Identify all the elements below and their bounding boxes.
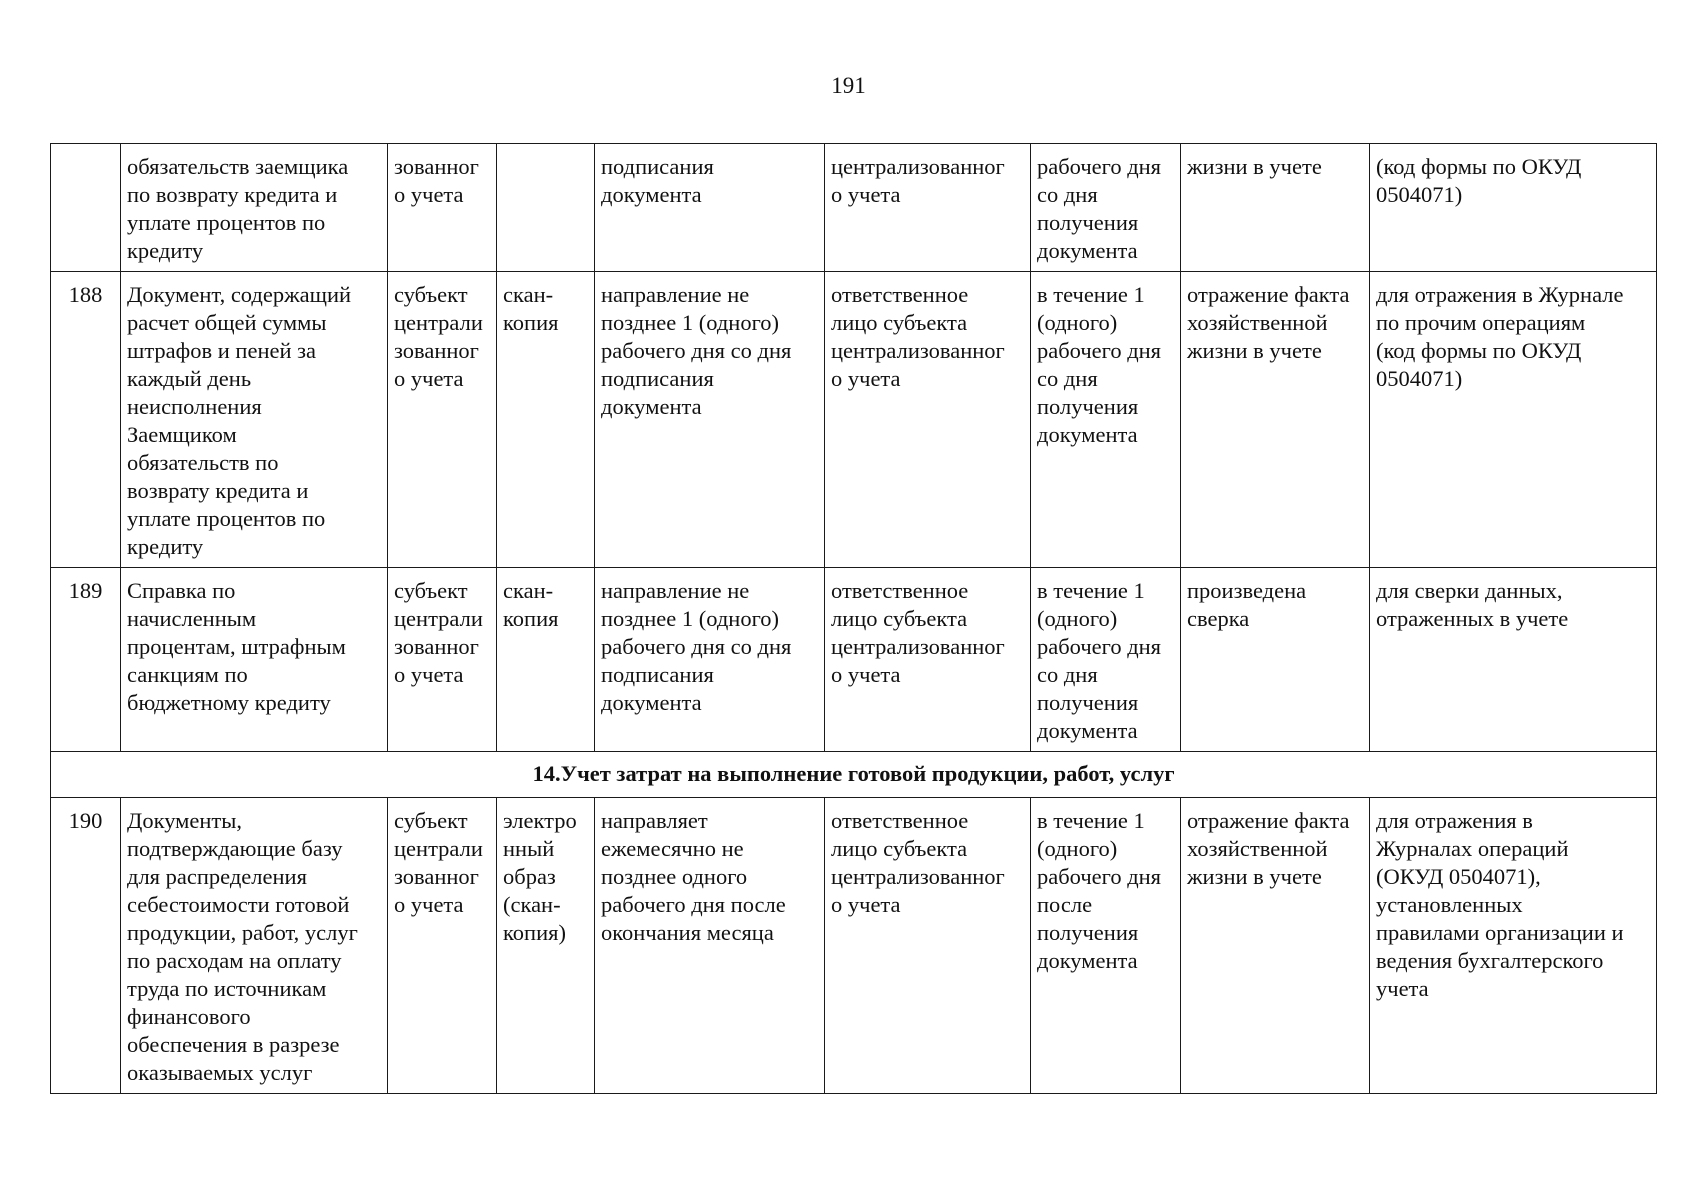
cell-text-line: электро [503,808,577,833]
cell-text-line: финансового [127,1004,251,1029]
cell-text-line: в течение 1 [1037,578,1145,603]
cell-text-line: себестоимости готовой [127,892,350,917]
cell-text-line: рабочего дня после [601,892,786,917]
cell-text-line: зованног [394,634,479,659]
cell-text-line: централизованног [831,338,1005,363]
cell-deadline [595,272,825,568]
cell-text-line: о учета [394,892,464,917]
cell-text-line: о учета [394,182,464,207]
cell-text-line: жизни в учете [1187,338,1322,363]
cell-text-line: подписания [601,366,714,391]
cell-text-line: централизованног [831,634,1005,659]
cell-text-line: направляет [601,808,708,833]
cell-text-line: ответственное [831,282,969,307]
cell-text-line: (код формы по ОКУД [1376,338,1582,363]
cell-format [497,798,595,1094]
cell-text-line: получения [1037,210,1139,235]
cell-text-line: образ [503,864,556,889]
cell-text-line: документа [601,182,702,207]
cell-text-line: рабочего дня [1037,634,1162,659]
cell-text-line: копия [503,310,559,335]
cell-text-line: субъект [394,578,468,603]
cell-text-line: хозяйственной [1187,836,1328,861]
cell-text-line: (одного) [1037,836,1118,861]
cell-text-line: о учета [394,366,464,391]
cell-text-line: для отражения в Журнале [1376,282,1624,307]
cell-recipient [825,272,1031,568]
cell-text-line: жизни в учете [1187,154,1322,179]
cell-who [388,798,497,1094]
cell-document [121,272,388,568]
cell-purpose [1370,798,1657,1094]
cell-text-line: централи [394,606,483,631]
cell-text-line: позднее 1 (одного) [601,310,779,335]
cell-text-line: по возврату кредита и [127,182,338,207]
cell-recipient [825,144,1031,272]
cell-text-line: отраженных в учете [1376,606,1569,631]
cell-text-line: жизни в учете [1187,864,1322,889]
cell-text-line: процентам, штрафным [127,634,346,659]
cell-text-line: ведения бухгалтерского [1376,948,1604,973]
cell-purpose [1370,144,1657,272]
cell-document [121,568,388,752]
cell-text-line: (одного) [1037,310,1118,335]
cell-text-line: кредиту [127,534,204,559]
cell-text-line: в течение 1 [1037,808,1145,833]
cell-text-line: отражение факта [1187,808,1350,833]
cell-text-line: произведена [1187,578,1307,603]
cell-text-line: Документ, содержащий [127,282,352,307]
cell-text-line: лицо субъекта [831,836,968,861]
cell-text-line: о учета [831,366,901,391]
cell-text-line: ответственное [831,808,969,833]
cell-text-line: уплате процентов по [127,210,326,235]
cell-text-line: скан- [503,282,554,307]
cell-text-line: нный [503,836,555,861]
cell-text-line: о учета [831,662,901,687]
cell-text-line: лицо субъекта [831,606,968,631]
cell-text-line: Справка по [127,578,236,603]
cell-deadline [595,568,825,752]
cell-text-line: отражение факта [1187,282,1350,307]
cell-text-line: 0504071) [1376,366,1463,391]
cell-result [1181,798,1370,1094]
cell-text-line: о учета [394,662,464,687]
cell-text-line: лицо субъекта [831,310,968,335]
cell-text-line: обязательств заемщика [127,154,349,179]
cell-processing [1031,272,1181,568]
cell-text-line: получения [1037,920,1139,945]
cell-text-line: документа [1037,948,1138,973]
cell-result [1181,144,1370,272]
cell-format [497,272,595,568]
cell-deadline [595,144,825,272]
cell-processing [1031,144,1181,272]
cell-who [388,272,497,568]
cell-document [121,798,388,1094]
cell-num: 190 [51,798,121,1094]
cell-text-line: штрафов и пеней за [127,338,317,363]
cell-text-line: бюджетному кредиту [127,690,331,715]
cell-text-line: со дня [1037,182,1098,207]
cell-text-line: рабочего дня [1037,864,1162,889]
cell-text-line: Журналах операций [1376,836,1569,861]
cell-text-line: рабочего дня со дня [601,634,792,659]
cell-result [1181,272,1370,568]
cell-text-line: со дня [1037,662,1098,687]
cell-text-line: о учета [831,892,901,917]
cell-text-line: 0504071) [1376,182,1463,207]
cell-text-line: Заемщиком [127,422,237,447]
cell-text-line: субъект [394,808,468,833]
cell-result [1181,568,1370,752]
cell-who [388,568,497,752]
cell-format [497,144,595,272]
cell-text-line: расчет общей суммы [127,310,327,335]
cell-num [51,144,121,272]
cell-text-line: зованног [394,338,479,363]
cell-text-line: подтверждающие базу [127,836,343,861]
cell-num: 188 [51,272,121,568]
cell-text-line: документа [601,394,702,419]
cell-text-line: документа [1037,238,1138,263]
cell-text-line: со дня [1037,366,1098,391]
cell-document [121,144,388,272]
cell-text-line: копия) [503,920,566,945]
cell-text-line: о учета [831,182,901,207]
cell-text-line: санкциям по [127,662,248,687]
cell-text-line: (скан- [503,892,561,917]
cell-text-line: по прочим операциям [1376,310,1586,335]
cell-text-line: неисполнения [127,394,262,419]
cell-text-line: централизованног [831,154,1005,179]
cell-text-line: (одного) [1037,606,1118,631]
cell-text-line: рабочего дня [1037,154,1162,179]
cell-text-line: установленных [1376,892,1523,917]
table-row [51,272,1657,568]
table-row [51,568,1657,752]
cell-text-line: для отражения в [1376,808,1533,833]
cell-processing [1031,798,1181,1094]
cell-text-line: учета [1376,976,1429,1001]
table-body [51,144,1657,1094]
cell-text-line: сверка [1187,606,1250,631]
cell-text-line: позднее 1 (одного) [601,606,779,631]
cell-text-line: получения [1037,394,1139,419]
cell-text-line: продукции, работ, услуг [127,920,358,945]
cell-text-line: рабочего дня со дня [601,338,792,363]
cell-text-line: субъект [394,282,468,307]
cell-text-line: обязательств по [127,450,279,475]
cell-text-line: уплате процентов по [127,506,326,531]
cell-processing [1031,568,1181,752]
cell-text-line: ответственное [831,578,969,603]
cell-text-line: окончания месяца [601,920,774,945]
cell-text-line: труда по источникам [127,976,327,1001]
cell-text-line: централизованног [831,864,1005,889]
cell-text-line: правилами организации и [1376,920,1624,945]
cell-text-line: скан- [503,578,554,603]
cell-text-line: зованног [394,154,479,179]
cell-text-line: после [1037,892,1093,917]
cell-text-line: подписания [601,662,714,687]
cell-text-line: оказываемых услуг [127,1060,313,1085]
cell-recipient [825,798,1031,1094]
cell-text-line: направление не [601,282,750,307]
table-row-continuation [51,144,1657,272]
cell-text-line: обеспечения в разрезе [127,1032,340,1057]
cell-who [388,144,497,272]
cell-text-line: рабочего дня [1037,338,1162,363]
table-row [51,798,1657,1094]
section-heading-row [51,752,1657,798]
cell-text-line: по расходам на оплату [127,948,342,973]
document-table [50,143,1657,1094]
cell-purpose [1370,272,1657,568]
cell-text-line: в течение 1 [1037,282,1145,307]
cell-text-line: централи [394,310,483,335]
cell-text-line: начисленным [127,606,257,631]
cell-text-line: каждый день [127,366,252,391]
cell-text-line: документа [601,690,702,715]
cell-text-line: зованног [394,864,479,889]
cell-text-line: копия [503,606,559,631]
section-heading: 14.Учет затрат на выполнение готовой продукции, работ, услуг [51,752,1657,798]
cell-purpose [1370,568,1657,752]
cell-text-line: документа [1037,422,1138,447]
cell-deadline [595,798,825,1094]
page-number: 191 [831,73,866,98]
cell-text-line: Документы, [127,808,243,833]
cell-text-line: возврату кредита и [127,478,309,503]
cell-text-line: для сверки данных, [1376,578,1563,603]
cell-text-line: для распределения [127,864,307,889]
cell-format [497,568,595,752]
cell-text-line: позднее одного [601,864,748,889]
cell-text-line: ежемесячно не [601,836,744,861]
cell-text-line: направление не [601,578,750,603]
cell-num: 189 [51,568,121,752]
cell-text-line: (код формы по ОКУД [1376,154,1582,179]
cell-text-line: (ОКУД 0504071), [1376,864,1541,889]
cell-text-line: кредиту [127,238,204,263]
cell-text-line: документа [1037,718,1138,743]
cell-text-line: хозяйственной [1187,310,1328,335]
cell-recipient [825,568,1031,752]
cell-text-line: централи [394,836,483,861]
cell-text-line: получения [1037,690,1139,715]
cell-text-line: подписания [601,154,714,179]
